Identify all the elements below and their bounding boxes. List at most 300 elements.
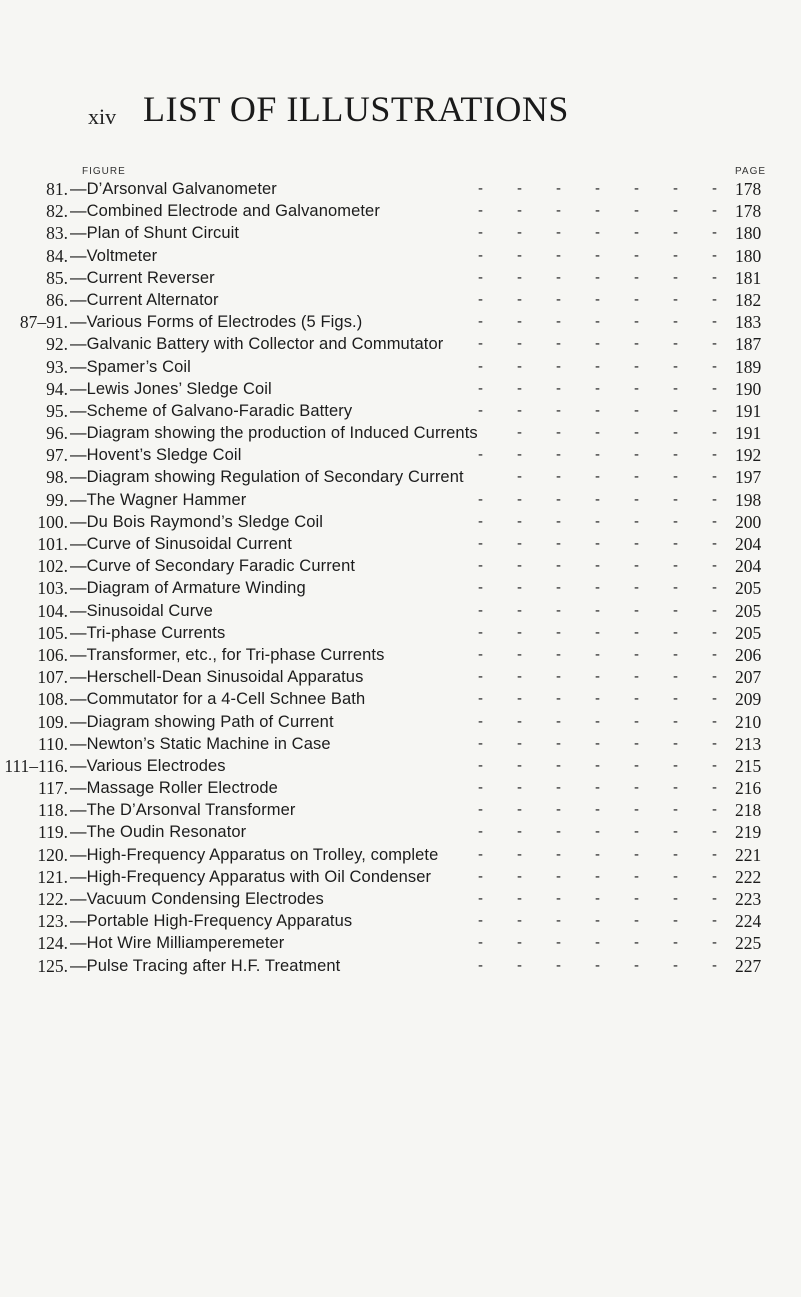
leader-dash: - xyxy=(673,912,678,930)
page-reference: 189 xyxy=(735,356,762,377)
leader-dash: - xyxy=(673,290,678,308)
leader-dash: - xyxy=(478,934,483,952)
list-item xyxy=(0,356,801,378)
figure-number: 101. xyxy=(37,534,68,554)
leader-dash: - xyxy=(595,446,600,464)
leader-dash: - xyxy=(556,912,561,930)
leader-dash: - xyxy=(595,823,600,841)
figure-caption: —Diagram showing the production of Induced Currents xyxy=(70,424,478,443)
leader-dash: - xyxy=(673,490,678,508)
page-reference: 200 xyxy=(735,511,762,532)
leader-dash: - xyxy=(673,401,678,419)
leader-dash: - xyxy=(595,468,600,486)
leader-dash: - xyxy=(712,801,717,819)
list-item xyxy=(0,444,801,466)
figure-caption: —Diagram showing Path of Current xyxy=(70,712,334,731)
illustrations-list xyxy=(0,178,801,977)
page-reference: 215 xyxy=(735,755,762,776)
page-reference: 206 xyxy=(735,644,762,665)
list-item xyxy=(0,666,801,688)
leader-dash: - xyxy=(712,490,717,508)
list-item xyxy=(0,533,801,555)
list-item xyxy=(0,577,801,599)
leader-dash: - xyxy=(478,313,483,331)
page-number: xiv xyxy=(88,104,117,129)
leader-dash: - xyxy=(712,712,717,730)
leader-dash: - xyxy=(517,557,522,575)
leader-dash: - xyxy=(595,512,600,530)
figure-caption: —Massage Roller Electrode xyxy=(70,779,278,798)
leader-dash: - xyxy=(673,268,678,286)
list-item xyxy=(0,866,801,888)
leader-dash: - xyxy=(595,890,600,907)
leader-dash: - xyxy=(634,779,639,797)
leader-dash: - xyxy=(517,823,522,841)
figure-caption: —Diagram of Armature Winding xyxy=(70,579,306,598)
leader-dash: - xyxy=(478,246,483,264)
leader-dash: - xyxy=(712,557,717,575)
page-reference: 223 xyxy=(735,889,762,909)
leader-dash: - xyxy=(712,867,717,885)
leader-dash: - xyxy=(712,246,717,264)
leader-dash: - xyxy=(595,623,600,641)
figure-number: 94. xyxy=(46,378,68,399)
leader-dash: - xyxy=(712,446,717,464)
leader-dash: - xyxy=(634,224,639,242)
leader-dash: - xyxy=(517,512,522,530)
leader-dash: - xyxy=(478,756,483,774)
leader-dash: - xyxy=(673,512,678,530)
leader-dash: - xyxy=(556,224,561,242)
leader-dash: - xyxy=(634,535,639,552)
leader-dash: - xyxy=(556,424,561,442)
page-column-header: PAGE xyxy=(735,166,767,177)
leader-dash: - xyxy=(478,690,483,708)
page-reference: 182 xyxy=(735,289,762,310)
leader-dash: - xyxy=(478,268,483,286)
leader-dash: - xyxy=(595,535,600,552)
leader-dash: - xyxy=(556,845,561,863)
leader-dash: - xyxy=(517,734,522,752)
leader-dash: - xyxy=(517,645,522,663)
leader-dash: - xyxy=(556,335,561,353)
figure-caption: —Portable High-Frequency Apparatus xyxy=(70,912,353,931)
leader-dash: - xyxy=(673,779,678,797)
page-reference: 224 xyxy=(735,911,762,932)
page-reference: 207 xyxy=(735,667,762,688)
list-item xyxy=(0,222,801,244)
figure-caption: —Diagram showing Regulation of Secondary Current xyxy=(70,468,464,487)
leader-dash: - xyxy=(673,335,678,353)
leader-dash: - xyxy=(556,734,561,752)
leader-dash: - xyxy=(673,601,678,619)
leader-dash: - xyxy=(517,468,522,486)
leader-dash: - xyxy=(712,645,717,663)
list-item xyxy=(0,711,801,733)
leader-dash: - xyxy=(595,712,600,730)
leader-dash: - xyxy=(634,180,639,197)
leader-dash: - xyxy=(556,579,561,597)
figure-caption: —Hot Wire Milliamperemeter xyxy=(70,934,285,953)
list-item xyxy=(0,688,801,710)
list-item xyxy=(0,955,801,977)
leader-dash: - xyxy=(556,956,561,974)
leader-dash: - xyxy=(712,379,717,397)
leader-dash: - xyxy=(478,335,483,353)
leader-dash: - xyxy=(595,668,600,686)
leader-dash: - xyxy=(556,268,561,286)
leader-dash: - xyxy=(478,290,483,308)
leader-dash: - xyxy=(673,668,678,686)
figure-caption: —Newton’s Static Machine in Case xyxy=(70,734,331,753)
leader-dash: - xyxy=(673,734,678,752)
leader-dash: - xyxy=(556,246,561,264)
page-reference: 191 xyxy=(735,400,762,421)
leader-dash: - xyxy=(478,357,483,375)
leader-dash: - xyxy=(556,623,561,641)
figure-number: 98. xyxy=(46,467,68,488)
leader-dash: - xyxy=(712,357,717,375)
leader-dash: - xyxy=(478,668,483,686)
page-reference: 222 xyxy=(735,866,762,887)
figure-number: 120. xyxy=(37,844,68,865)
leader-dash: - xyxy=(517,867,522,885)
leader-dash: - xyxy=(712,579,717,597)
page-reference: 180 xyxy=(735,223,762,244)
leader-dash: - xyxy=(595,557,600,575)
figure-caption: —Combined Electrode and Galvanometer xyxy=(70,202,380,221)
leader-dash: - xyxy=(478,557,483,575)
leader-dash: - xyxy=(634,823,639,841)
page-reference: 190 xyxy=(735,378,762,399)
page-reference: 197 xyxy=(735,467,762,488)
figure-number: 106. xyxy=(37,644,68,665)
leader-dash: - xyxy=(556,934,561,952)
leader-dash: - xyxy=(673,845,678,863)
leader-dash: - xyxy=(673,557,678,575)
figure-number: 100. xyxy=(37,511,68,532)
leader-dash: - xyxy=(478,712,483,730)
leader-dash: - xyxy=(517,712,522,730)
leader-dash: - xyxy=(673,357,678,375)
leader-dash: - xyxy=(712,734,717,752)
leader-dash: - xyxy=(517,535,522,552)
leader-dash: - xyxy=(556,512,561,530)
leader-dash: - xyxy=(517,401,522,419)
leader-dash: - xyxy=(517,934,522,952)
leader-dash: - xyxy=(634,890,639,907)
list-item xyxy=(0,466,801,488)
figure-number: 99. xyxy=(46,489,68,510)
leader-dash: - xyxy=(673,823,678,841)
leader-dash: - xyxy=(556,801,561,819)
page-reference: 221 xyxy=(735,844,762,865)
leader-dash: - xyxy=(595,601,600,619)
figure-caption: —Current Alternator xyxy=(70,290,219,309)
leader-dash: - xyxy=(712,202,717,220)
list-item xyxy=(0,888,801,910)
leader-dash: - xyxy=(634,557,639,575)
figure-number: 85. xyxy=(46,267,68,288)
leader-dash: - xyxy=(634,357,639,375)
figure-number: 117. xyxy=(38,778,68,799)
leader-dash: - xyxy=(595,290,600,308)
leader-dash: - xyxy=(556,756,561,774)
leader-dash: - xyxy=(556,535,561,552)
leader-dash: - xyxy=(517,890,522,907)
leader-dash: - xyxy=(673,246,678,264)
figure-caption: —D’Arsonval Galvanometer xyxy=(70,180,277,198)
leader-dash: - xyxy=(517,690,522,708)
figure-caption: —Transformer, etc., for Tri-phase Currents xyxy=(70,645,385,664)
figure-number: 109. xyxy=(37,711,68,732)
leader-dash: - xyxy=(634,645,639,663)
leader-dash: - xyxy=(634,313,639,331)
list-item xyxy=(0,489,801,511)
leader-dash: - xyxy=(712,335,717,353)
page-reference: 181 xyxy=(735,267,762,288)
leader-dash: - xyxy=(517,424,522,442)
leader-dash: - xyxy=(712,890,717,907)
leader-dash: - xyxy=(478,845,483,863)
leader-dash: - xyxy=(478,623,483,641)
figure-number: 95. xyxy=(46,400,68,421)
leader-dash: - xyxy=(673,468,678,486)
page-reference: 183 xyxy=(735,312,762,333)
leader-dash: - xyxy=(478,401,483,419)
leader-dash: - xyxy=(712,756,717,774)
leader-dash: - xyxy=(517,490,522,508)
page-reference: 178 xyxy=(735,201,762,222)
leader-dash: - xyxy=(634,845,639,863)
page-reference: 213 xyxy=(735,733,762,754)
figure-caption: —Current Reverser xyxy=(70,268,215,287)
figure-caption: —Voltmeter xyxy=(70,246,158,265)
list-item xyxy=(0,755,801,777)
list-item xyxy=(0,644,801,666)
figure-number: 122. xyxy=(37,889,68,909)
leader-dash: - xyxy=(634,912,639,930)
page-reference: 204 xyxy=(735,534,762,554)
figure-number: 103. xyxy=(37,578,68,599)
leader-dash: - xyxy=(556,823,561,841)
leader-dash: - xyxy=(673,202,678,220)
leader-dash: - xyxy=(712,535,717,552)
leader-dash: - xyxy=(595,224,600,242)
leader-dash: - xyxy=(478,645,483,663)
leader-dash: - xyxy=(595,912,600,930)
leader-dash: - xyxy=(712,313,717,331)
figure-number: 102. xyxy=(37,556,68,577)
leader-dash: - xyxy=(556,601,561,619)
figure-number: 118. xyxy=(38,800,68,821)
leader-dash: - xyxy=(478,601,483,619)
figure-caption: —Plan of Shunt Circuit xyxy=(70,224,240,243)
leader-dash: - xyxy=(517,801,522,819)
leader-dash: - xyxy=(712,823,717,841)
list-item xyxy=(0,289,801,311)
leader-dash: - xyxy=(595,268,600,286)
leader-dash: - xyxy=(634,934,639,952)
leader-dash: - xyxy=(556,180,561,197)
leader-dash: - xyxy=(634,712,639,730)
figure-caption: —Herschell-Dean Sinusoidal Apparatus xyxy=(70,668,364,687)
leader-dash: - xyxy=(712,623,717,641)
leader-dash: - xyxy=(595,490,600,508)
list-item xyxy=(0,777,801,799)
leader-dash: - xyxy=(673,934,678,952)
page-reference: 218 xyxy=(735,800,762,821)
page-reference: 216 xyxy=(735,778,762,799)
leader-dash: - xyxy=(478,535,483,552)
leader-dash: - xyxy=(634,801,639,819)
figure-number: 97. xyxy=(46,445,68,466)
figure-caption: —Du Bois Raymond’s Sledge Coil xyxy=(70,512,324,531)
figure-caption: —The Wagner Hammer xyxy=(70,490,247,509)
leader-dash: - xyxy=(595,690,600,708)
figure-number: 81. xyxy=(46,179,68,199)
leader-dash: - xyxy=(712,512,717,530)
leader-dash: - xyxy=(673,956,678,974)
leader-dash: - xyxy=(634,379,639,397)
leader-dash: - xyxy=(595,734,600,752)
list-item xyxy=(0,378,801,400)
leader-dash: - xyxy=(634,335,639,353)
page-reference: 205 xyxy=(735,622,762,643)
leader-dash: - xyxy=(634,956,639,974)
leader-dash: - xyxy=(556,379,561,397)
figure-number: 93. xyxy=(46,356,68,377)
leader-dash: - xyxy=(478,490,483,508)
figure-caption: —Hovent’s Sledge Coil xyxy=(70,446,242,465)
leader-dash: - xyxy=(712,912,717,930)
figure-caption: —Various Electrodes xyxy=(70,756,226,775)
leader-dash: - xyxy=(634,734,639,752)
figure-caption: —Various Forms of Electrodes (5 Figs.) xyxy=(70,313,363,332)
leader-dash: - xyxy=(634,756,639,774)
list-item xyxy=(0,245,801,267)
leader-dash: - xyxy=(712,224,717,242)
leader-dash: - xyxy=(634,468,639,486)
page-title: LIST OF ILLUSTRATIONS xyxy=(143,89,569,129)
figure-number: 82. xyxy=(46,201,68,222)
leader-dash: - xyxy=(712,468,717,486)
list-item xyxy=(0,178,801,200)
page-reference: 198 xyxy=(735,489,762,510)
list-item xyxy=(0,555,801,577)
leader-dash: - xyxy=(517,357,522,375)
leader-dash: - xyxy=(673,224,678,242)
leader-dash: - xyxy=(595,379,600,397)
leader-dash: - xyxy=(595,645,600,663)
leader-dash: - xyxy=(478,867,483,885)
leader-dash: - xyxy=(556,313,561,331)
figure-caption: —Curve of Secondary Faradic Current xyxy=(70,557,356,576)
figure-caption: —Spamer’s Coil xyxy=(70,357,191,376)
figure-caption: —The D’Arsonval Transformer xyxy=(70,801,296,820)
page-reference: 180 xyxy=(735,245,762,266)
leader-dash: - xyxy=(517,845,522,863)
leader-dash: - xyxy=(478,734,483,752)
figure-caption: —Scheme of Galvano-Faradic Battery xyxy=(70,401,353,420)
leader-dash: - xyxy=(673,180,678,197)
figure-number: 108. xyxy=(37,689,68,710)
figure-number: 92. xyxy=(46,334,68,355)
leader-dash: - xyxy=(634,202,639,220)
leader-dash: - xyxy=(517,224,522,242)
leader-dash: - xyxy=(712,424,717,442)
leader-dash: - xyxy=(673,867,678,885)
list-item xyxy=(0,932,801,954)
leader-dash: - xyxy=(556,446,561,464)
leader-dash: - xyxy=(478,779,483,797)
leader-dash: - xyxy=(595,424,600,442)
leader-dash: - xyxy=(517,756,522,774)
leader-dash: - xyxy=(595,867,600,885)
leader-dash: - xyxy=(634,290,639,308)
leader-dash: - xyxy=(478,512,483,530)
leader-dash: - xyxy=(712,401,717,419)
list-item xyxy=(0,733,801,755)
leader-dash: - xyxy=(712,845,717,863)
figure-number: 107. xyxy=(37,667,68,688)
leader-dash: - xyxy=(517,668,522,686)
leader-dash: - xyxy=(634,268,639,286)
leader-dash: - xyxy=(673,446,678,464)
leader-dash: - xyxy=(634,690,639,708)
list-item xyxy=(0,333,801,355)
page-reference: 187 xyxy=(735,334,762,355)
leader-dash: - xyxy=(478,379,483,397)
leader-dash: - xyxy=(634,490,639,508)
figure-caption: —Vacuum Condensing Electrodes xyxy=(70,890,324,908)
leader-dash: - xyxy=(556,867,561,885)
figure-caption: —High-Frequency Apparatus on Trolley, complete xyxy=(70,845,439,864)
leader-dash: - xyxy=(556,357,561,375)
leader-dash: - xyxy=(478,202,483,220)
leader-dash: - xyxy=(556,645,561,663)
figure-caption: —Tri-phase Currents xyxy=(70,623,226,642)
leader-dash: - xyxy=(712,180,717,197)
leader-dash: - xyxy=(556,468,561,486)
page-reference: 205 xyxy=(735,600,762,621)
leader-dash: - xyxy=(595,934,600,952)
leader-dash: - xyxy=(673,890,678,907)
leader-dash: - xyxy=(634,867,639,885)
leader-dash: - xyxy=(478,823,483,841)
leader-dash: - xyxy=(712,290,717,308)
leader-dash: - xyxy=(556,712,561,730)
leader-dash: - xyxy=(556,779,561,797)
leader-dash: - xyxy=(634,401,639,419)
leader-dash: - xyxy=(556,202,561,220)
page-reference: 191 xyxy=(735,423,762,444)
leader-dash: - xyxy=(556,401,561,419)
leader-dash: - xyxy=(517,379,522,397)
leader-dash: - xyxy=(712,690,717,708)
leader-dash: - xyxy=(712,601,717,619)
leader-dash: - xyxy=(556,890,561,907)
figure-column-header: FIGURE xyxy=(82,166,126,177)
list-item xyxy=(0,200,801,222)
list-item xyxy=(0,600,801,622)
leader-dash: - xyxy=(595,180,600,197)
leader-dash: - xyxy=(673,424,678,442)
page-reference: 219 xyxy=(735,822,762,843)
page-reference: 204 xyxy=(735,556,762,577)
leader-dash: - xyxy=(595,401,600,419)
leader-dash: - xyxy=(517,268,522,286)
